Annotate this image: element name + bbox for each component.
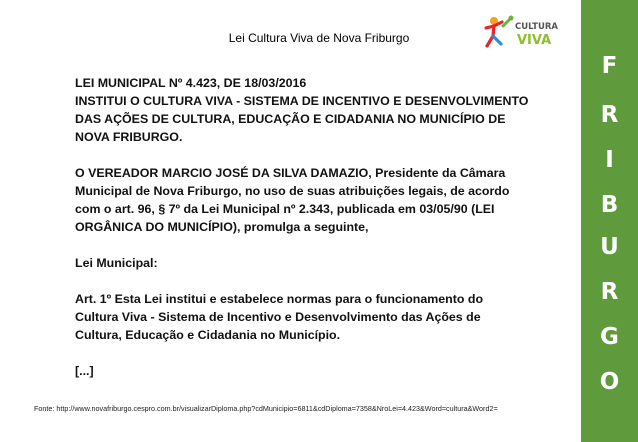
preamble-line: ORGÂNICA DO MUNICÍPIO), promulga a seguinte, xyxy=(75,220,369,234)
article-line: Art. 1º Esta Lei institui e estabelece normas para o funcionamento do xyxy=(75,292,484,306)
sidebar-letter: F xyxy=(601,53,618,79)
sidebar-letter: O xyxy=(599,369,620,395)
logo-text-top: CULTURA xyxy=(515,22,558,32)
law-preamble xyxy=(75,164,551,236)
sidebar-letter: R xyxy=(600,279,619,305)
sidebar-letter: B xyxy=(600,192,619,218)
preamble-line: com o art. 96, § 7º da Lei Municipal nº 2.343, publicada em 03/05/90 (LEI xyxy=(75,202,495,216)
sidebar-letter: G xyxy=(600,324,619,350)
article-line: Cultura Viva - Sistema de Incentivo e Desenvolvimento das Ações de xyxy=(75,310,481,324)
preamble-line: O VEREADOR MARCIO JOSÉ DA SILVA DAMAZIO, Presidente da Câmara xyxy=(75,166,506,180)
preamble-line: Municipal de Nova Friburgo, no uso de suas atribuições legais, de acordo xyxy=(75,184,510,198)
sidebar-vertical-word xyxy=(581,0,638,442)
article-1 xyxy=(75,290,551,344)
cultura-viva-logo xyxy=(482,14,566,50)
article-line: Cultura, Educação e Cidadania no Município. xyxy=(75,328,341,342)
law-text xyxy=(75,74,551,380)
law-heading xyxy=(75,74,551,146)
sidebar-letter: U xyxy=(600,234,619,260)
ellipsis: [...] xyxy=(75,364,94,378)
logo-text-bottom: VIVA xyxy=(517,33,552,48)
heading-line: DAS AÇÕES DE CULTURA, EDUCAÇÃO E CIDADANIA NO MUNICÍPIO DE xyxy=(75,112,506,126)
source-footnote: Fonte: http://www.novafriburgo.cespro.com.br/visualizarDiploma.php?cdMunicipio=6811&cdDiploma=7358&NroLei=4.423&Word=cultura&Word2= xyxy=(34,404,498,413)
law-label: Lei Municipal: xyxy=(75,256,158,270)
heading-line: NOVA FRIBURGO. xyxy=(75,130,183,144)
heading-line: INSTITUI O CULTURA VIVA - SISTEMA DE INCENTIVO E DESENVOLVIMENTO xyxy=(75,94,529,108)
sidebar-letter: R xyxy=(600,102,619,128)
sidebar-letter: I xyxy=(605,147,614,173)
heading-line: LEI MUNICIPAL Nº 4.423, DE 18/03/2016 xyxy=(75,76,307,90)
slide-title: Lei Cultura Viva de Nova Friburgo xyxy=(228,31,410,45)
